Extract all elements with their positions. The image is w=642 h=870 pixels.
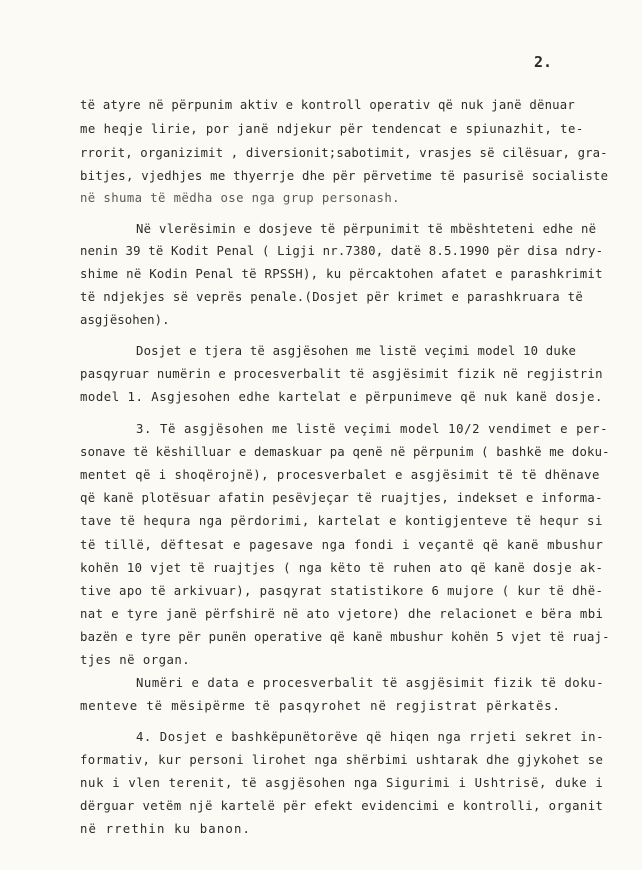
text-line: të atyre në përpunim aktiv e kontroll operativ që nuk janë dënuar bbox=[80, 98, 576, 112]
text-line: në rrethin ku banon. bbox=[80, 822, 252, 836]
text-line: që kanë plotësuar afatin pesëvjeçar të ruajtjes, indekset e informa- bbox=[80, 491, 603, 505]
text-line: 3. Të asgjësohen me listë veçimi model 10/2 vendimet e per- bbox=[136, 422, 609, 436]
text-line: asgjësohen). bbox=[80, 313, 170, 327]
text-line: Numëri e data e procesverbalit të asgjësimit fizik të doku- bbox=[136, 676, 605, 690]
page-number: 2. bbox=[534, 53, 553, 71]
text-line: të ndjekjes së veprës penale.(Dosjet për krimet e parashkruara të bbox=[80, 290, 584, 304]
text-line: në shuma të mëdha ose nga grup personash. bbox=[80, 191, 400, 205]
text-line: pasqyruar numërin e procesverbalit të asgjësimit fizik në regjistrin bbox=[80, 367, 603, 381]
text-line: shime në Kodin Penal të RPSSH), ku përcaktohen afatet e parashkrimit bbox=[80, 267, 603, 281]
text-line: kohën 10 vjet të ruajtjes ( nga këto të ruhen ato që kanë dosje ak- bbox=[80, 561, 604, 575]
text-line: Në vlerësimin e dosjeve të përpunimit të mbështeteni edhe në bbox=[136, 222, 597, 236]
text-line: 4. Dosjet e bashkëpunëtorëve që hiqen nga rrjeti sekret in- bbox=[136, 730, 605, 744]
text-line: menteve të mësipërme të pasqyrohet në regjistrat përkatës. bbox=[80, 699, 561, 713]
text-line: të tillë, dëftesat e pagesave nga fondi i veçantë që kanë mbushur bbox=[80, 538, 604, 552]
text-line: dërguar vetëm një kartelë për efekt evidencimi e kontrolli, organit bbox=[80, 799, 604, 813]
text-line: sonave të këshilluar e demaskuar pa qenë në përpunim ( bashkë me doku- bbox=[80, 445, 610, 459]
text-line: bitjes, vjedhjes me thyerrje dhe për përvetime të pasurisë socialiste bbox=[80, 169, 609, 183]
text-line: mentet që i shoqërojnë), procesverbalet e asgjësimit të të dhënave bbox=[80, 468, 600, 482]
text-line: bazën e tyre për punën operative që kanë mbushur kohën 5 vjet të ruaj- bbox=[80, 630, 610, 644]
text-line: rrorit, organizimit , diversionit;sabotimit, vrasjes së cilësuar, gra- bbox=[80, 146, 608, 160]
text-line: tave të hequra nga përdorimi, kartelat e kontigjenteve të hequr si bbox=[80, 514, 603, 528]
text-line: nuk i vlen terenit, të asgjësohen nga Sigurimi i Ushtrisë, duke i bbox=[80, 776, 604, 790]
text-line: tjes në organ. bbox=[80, 653, 191, 667]
text-line: Dosjet e tjera të asgjësohen me listë veçimi model 10 duke bbox=[136, 344, 577, 358]
text-line: formativ, kur personi lirohet nga shërbimi ushtarak dhe gjykohet se bbox=[80, 753, 604, 767]
text-line: nat e tyre janë përfshirë në ato vjetore) dhe relacionet e bëra mbi bbox=[80, 607, 604, 621]
text-line: me heqje lirie, por janë ndjekur për tendencat e spiunazhit, te- bbox=[80, 122, 584, 136]
text-line: tive apo të arkivuar), pasqyrat statistikore 6 mujore ( kur të dhë- bbox=[80, 584, 604, 598]
text-line: model 1. Asgjesohen edhe kartelat e përpunimeve që nuk kanë dosje. bbox=[80, 390, 603, 404]
text-line: nenin 39 të Kodit Penal ( Ligji nr.7380, datë 8.5.1990 për disa ndry- bbox=[80, 244, 604, 258]
